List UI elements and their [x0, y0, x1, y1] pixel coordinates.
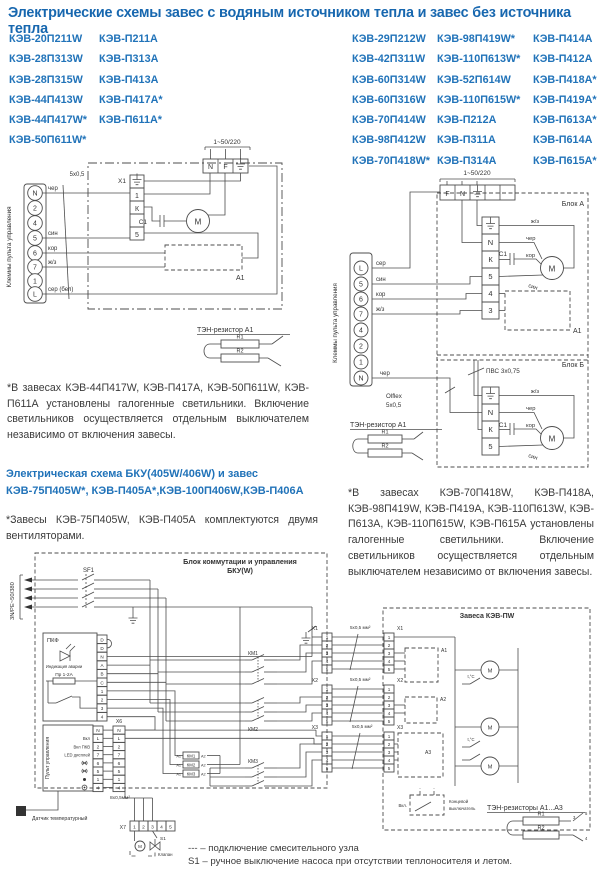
terminal-label: 5 — [359, 281, 363, 289]
model-item: КЭВ-П414А — [533, 33, 593, 45]
connector-label: Х3 — [397, 725, 404, 731]
terminal-label: L — [33, 291, 37, 299]
model-item: КЭВ-П413А — [99, 73, 159, 86]
thermo-label: t,°С — [467, 737, 475, 742]
terminal-label: 4 — [387, 659, 391, 664]
terminal-label: 4 — [488, 289, 493, 298]
curtain-units — [398, 648, 447, 777]
fan-icon — [81, 769, 88, 773]
model-item: КЭВ-98П419W* — [437, 33, 515, 45]
x7-connector — [120, 821, 175, 842]
footnote-mixing-unit: --- – подключение смесительного узла — [188, 843, 359, 854]
pkf-block — [43, 633, 112, 721]
fuse-label: Пр 1-2А — [55, 673, 73, 678]
resistor-label: R2 — [236, 348, 244, 355]
switch-label: SF1 — [83, 568, 95, 574]
x1-connector — [118, 174, 144, 241]
temperature-sensor — [16, 791, 88, 822]
model-item: КЭВ-98П412W — [352, 134, 426, 147]
limit-switch-label: выключатель — [449, 806, 476, 811]
wire-label: чер — [380, 371, 390, 377]
resistor-label: R2 — [381, 443, 389, 450]
terminal-label: 6 — [359, 296, 363, 304]
wires — [372, 179, 574, 447]
connector-label: Х7 — [119, 825, 126, 831]
terminal-label: 5 — [325, 667, 329, 672]
terminal-label: D — [100, 637, 104, 643]
model-item: КЭВ-42П311W — [352, 53, 426, 66]
terminal-label: 3 — [100, 706, 104, 712]
heater-box — [165, 245, 242, 270]
terminal-label: 5 — [488, 272, 493, 281]
strip-caption: Клеммы пульта управления — [6, 206, 13, 288]
terminal-label: 1 — [96, 778, 100, 784]
limit-switch — [399, 788, 477, 815]
model-list-left-col2 — [99, 29, 163, 130]
alarm-led-icon — [60, 644, 75, 661]
unit-label: А1 — [573, 328, 582, 335]
pump-and-valve — [130, 839, 173, 857]
cable-label: 5x0,5 — [386, 402, 402, 409]
coil-pin: А2 — [201, 754, 206, 759]
terminal-label: N — [459, 191, 466, 198]
model-item: КЭВ-60П314W — [352, 73, 426, 86]
model-list-right-col3 — [533, 29, 597, 171]
wire-label: кор — [376, 292, 386, 298]
motor — [541, 427, 564, 450]
terminal-label: 7 — [96, 753, 100, 759]
sensor-label: Датчик температурный — [32, 816, 88, 822]
model-item: КЭВ-П611А* — [99, 114, 162, 127]
bku-output-strips — [312, 626, 332, 772]
thermo-label: t,°С — [467, 674, 475, 679]
terminal-label: 3 — [488, 306, 493, 315]
switch-label: S1 — [160, 837, 166, 842]
capacitor-label: С1 — [498, 251, 507, 258]
model-item: КЭВ-110П615W* — [437, 93, 521, 106]
model-item: КЭВ-70П414W — [352, 114, 426, 127]
wire-label: син — [527, 283, 539, 292]
supply-label: 3N/PE~50/380 — [10, 582, 16, 620]
unit-label: А3 — [425, 750, 432, 756]
terminal-label: 4 — [387, 758, 391, 763]
model-item: КЭВ-П212А — [437, 114, 497, 127]
wire-label: син — [527, 453, 539, 462]
wire-label: ж/з — [530, 389, 540, 395]
model-item: КЭВ-29П212W — [352, 33, 426, 45]
terminal-label: 1 — [325, 635, 329, 640]
motor-label: М — [487, 764, 493, 771]
note-halogen-left: *В завесах КЭВ-44П417W, КЭВ-П417А, КЭВ-50П611W, КЭВ-П611А установлены галогенные светильники. Включение светильников осуществляется отдельным выключателем независимо от включения завесы. — [7, 382, 309, 442]
model-item: КЭВ-П417А* — [99, 93, 163, 106]
motor-label: М — [487, 668, 493, 675]
block-b-connector — [482, 387, 499, 455]
terminal-label: 5 — [135, 231, 139, 239]
control-terminal-strip — [24, 184, 46, 303]
connector-label: Х6 — [115, 719, 123, 725]
terminal-label: 2 — [117, 745, 121, 751]
panel-label: Пульт управления — [45, 736, 51, 780]
terminal-label: L — [359, 265, 363, 273]
coil-label: КМ3 — [186, 771, 196, 777]
note-halogen-right: *В завесах КЭВ-70П418W, КЭВ-П418А, КЭВ-98П419W, КЭВ-П419А, КЭВ-110П613W, КЭВ-П613А, КЭВ-110П615W, КЭВ-П615А установлены галогенные светильники. Включение светильников осуществляется отдельным выключателем независимо от включения завесы. — [348, 487, 594, 578]
terminal-label: 2 — [325, 643, 329, 648]
terminal-label: 7 — [33, 264, 37, 272]
motor-label: М — [194, 217, 202, 227]
wire-label: сер — [376, 261, 386, 267]
ten-title: ТЭН-резисторы А1...А3 — [487, 805, 563, 812]
motor — [541, 257, 564, 280]
terminal-label: 4 — [325, 758, 329, 763]
terminal-label: 7 — [359, 311, 363, 319]
wire-label: ж/з — [376, 307, 385, 313]
terminal-label: 1 — [359, 359, 363, 367]
terminal-label: 1 — [325, 734, 329, 739]
bku-title2: БКУ(W) — [227, 566, 253, 575]
terminal-label: 2 — [325, 695, 329, 700]
terminal-label: К — [488, 255, 493, 264]
coil-pin: А2 — [201, 772, 206, 777]
control-terminal-strip — [350, 253, 372, 386]
model-item: КЭВ-П615А* — [533, 154, 597, 167]
pin-label: 5 — [585, 811, 588, 816]
terminal-label: 2 — [325, 742, 329, 747]
curtain-motors — [467, 661, 499, 775]
terminal-label: N — [487, 408, 494, 417]
wire-label: чер — [48, 186, 58, 192]
alarm-label: Индикация аварии — [45, 664, 83, 669]
connector-label: Х3 — [311, 725, 318, 731]
on-label: Вкл. — [398, 803, 407, 808]
model-item: КЭВ-110П613W* — [437, 53, 521, 66]
power-label: 1~50/220 — [213, 139, 241, 146]
model-item: КЭВ-28П315W — [9, 73, 83, 86]
limit-switch-label: Концевой — [449, 799, 469, 804]
terminal-label: 4 — [359, 327, 363, 335]
terminal-label: К — [488, 425, 493, 434]
terminal-label: N — [100, 654, 104, 660]
resistor-label: R1 — [537, 811, 545, 818]
model-item: КЭВ-П418А* — [533, 73, 597, 86]
terminal-label: 1 — [117, 778, 121, 784]
model-item: КЭВ-П613А* — [533, 114, 597, 127]
power-terminal-block — [203, 158, 248, 173]
diagram-bku — [0, 548, 600, 870]
km-contacts — [245, 651, 277, 786]
contactor-label: КМ2 — [248, 727, 258, 733]
unit-label: А2 — [440, 697, 447, 703]
ground-icon — [486, 218, 495, 229]
coil-pin: А1 — [176, 763, 181, 768]
wire-label: ж/з — [530, 219, 540, 225]
ground-icon — [129, 612, 138, 623]
terminal-label: L — [117, 737, 121, 743]
coil-label: КМ1 — [186, 753, 196, 759]
terminal-label: D — [100, 645, 104, 651]
model-item: КЭВ-44П417W* — [9, 114, 87, 127]
pkf-label: ПКФ — [47, 638, 59, 644]
terminal-label: 5 — [325, 766, 329, 771]
terminal-label: 6 — [33, 250, 37, 258]
cable-label: 5x0,5 — [69, 172, 85, 178]
coil-label: КМ2 — [186, 762, 196, 768]
panel-pin-label: LED дисплей — [64, 752, 90, 758]
panel-pin-label: Вкл ПКВ — [73, 744, 90, 750]
motor-label: М — [487, 725, 493, 732]
terminal-label: 1 — [387, 687, 391, 692]
valve-label: Клапан — [158, 852, 173, 857]
heater-box — [505, 291, 570, 330]
terminal-label: F — [445, 191, 450, 198]
cable-label: Olflex — [386, 393, 402, 400]
terminal-label: 5 — [169, 825, 172, 831]
terminal-label: 1 — [133, 825, 136, 831]
block-a-label: Блок А — [561, 201, 584, 208]
terminal-label: L — [96, 737, 100, 743]
terminal-label: 2 — [142, 825, 145, 831]
block-a-connector — [482, 217, 499, 319]
terminal-label: 4 — [387, 711, 391, 716]
capacitor-label: С1 — [498, 422, 507, 429]
motor-label: М — [548, 264, 556, 274]
model-item: КЭВ-П314А — [437, 154, 497, 167]
model-item: КЭВ-П313А — [99, 53, 159, 66]
connector-label: Х2 — [311, 678, 318, 684]
wire-label: ж/з — [48, 260, 57, 266]
model-item: КЭВ-50П611W* — [9, 134, 87, 147]
ground-icon — [236, 158, 245, 169]
curtain-input-strips — [384, 626, 403, 772]
terminal-label: 5 — [387, 667, 391, 672]
terminal-label: 4 — [96, 786, 100, 792]
coil-pin: А1 — [176, 754, 181, 759]
unit-label: А1 — [441, 648, 448, 654]
terminal-label: 5 — [488, 442, 493, 451]
model-item: КЭВ-28П313W — [9, 53, 83, 66]
block-b-label: Блок Б — [561, 362, 584, 369]
coil-pin: А1 — [176, 772, 181, 777]
ten-resistors — [487, 805, 588, 841]
model-item: КЭВ-П311А — [437, 134, 496, 147]
resistor-label: R2 — [537, 825, 545, 832]
ground-icon — [302, 632, 311, 643]
note-two-fans: *Завесы КЭВ-75П405W, КЭВ-П405А комплектуются двумя вентиляторами. — [6, 514, 318, 542]
ten-resistor — [197, 327, 290, 366]
terminal-label: 2 — [387, 643, 391, 648]
terminal-label: 4 — [160, 825, 163, 831]
terminal-label: 5 — [387, 719, 391, 724]
terminal-label: 5 — [387, 766, 391, 771]
connector-label: Х1 — [311, 626, 318, 632]
wire-label: чер — [526, 236, 536, 242]
wire-label: сер (бел) — [48, 287, 74, 293]
wire-label: кор — [526, 423, 536, 429]
model-item: КЭВ-70П418W* — [352, 154, 430, 167]
gear-icon — [82, 785, 87, 790]
terminal-label: 5 — [325, 719, 329, 724]
model-item: КЭВ-20П211W — [9, 33, 83, 45]
indicator-icon — [83, 778, 86, 781]
cable-label: 5х0,5 мм² — [350, 677, 371, 682]
strip-caption: Клеммы пульта управления — [332, 283, 339, 363]
terminal-label: 3 — [325, 651, 329, 656]
terminal-label: 3 — [325, 750, 329, 755]
block-a-outline — [437, 193, 588, 360]
terminal-label: 6 — [96, 761, 100, 767]
terminal-label: 5 — [96, 770, 100, 775]
section-heading-bku: Электрическая схема БКУ(405W/406W) и завес КЭВ-75П405W*, КЭВ-П405А*,КЭВ-100П406W,КЭВ-П406А — [6, 468, 304, 497]
wire-label: кор — [526, 253, 536, 259]
connector-label: Х1 — [118, 178, 126, 185]
supply-lines — [20, 575, 78, 619]
curtain-title: Завеса КЭВ-ПW — [459, 613, 515, 620]
cable-label: ПВС 3х0,75 — [486, 368, 520, 375]
cable-label: 8х0,5мм² — [110, 796, 130, 801]
power-label: 1~50/220 — [463, 170, 491, 177]
terminal-label: 3 — [387, 703, 391, 708]
capacitor-label: С1 — [138, 219, 147, 226]
terminal-label: 2 — [359, 343, 363, 351]
wire-label: кор — [48, 246, 58, 252]
power-terminal-block — [440, 185, 515, 200]
terminal-label: 2 — [387, 695, 391, 700]
cable-label: 5х0,5 мм² — [352, 724, 373, 729]
control-panel-block — [43, 725, 113, 792]
terminal-label: 2 — [100, 697, 104, 703]
terminal-label: N — [96, 729, 100, 734]
terminal-label: 1 — [387, 734, 391, 739]
terminal-label: B — [100, 671, 104, 677]
unit-label: А1 — [236, 275, 245, 282]
terminal-label: 3 — [151, 825, 154, 831]
model-item: КЭВ-44П413W — [9, 93, 83, 106]
terminal-label: 5 — [117, 770, 121, 775]
wire-label: син — [376, 277, 386, 283]
motor-label: М — [548, 434, 556, 444]
terminal-label: 1 — [33, 278, 37, 286]
terminal-label: 3 — [387, 651, 391, 656]
model-item: КЭВ-П419А* — [533, 93, 597, 106]
motor — [187, 210, 210, 233]
model-list-right-col2 — [437, 29, 520, 171]
terminal-label: F — [223, 164, 228, 171]
terminal-label: 4 — [100, 714, 104, 720]
terminal-label: 2 — [96, 745, 100, 751]
terminal-label: N — [207, 164, 214, 171]
resistor-label: R1 — [236, 334, 244, 341]
terminal-label: 1 — [100, 688, 104, 694]
model-list-right-col1 — [352, 29, 430, 171]
wire-label: чер — [526, 406, 536, 412]
km-coils — [176, 752, 205, 777]
pump-motor-label: М — [138, 844, 142, 849]
terminal-label: 1 — [135, 192, 139, 200]
diagram-two-block-curtain — [330, 165, 600, 485]
footnote-s1: S1 – ручное выключение насоса при отсутствии теплоносителя и летом. — [188, 856, 513, 867]
panel-pin-label: Вкл — [82, 736, 90, 741]
model-item: КЭВ-60П316W — [352, 93, 426, 106]
connector-label: Х1 — [397, 626, 404, 632]
model-item: КЭВ-52П614W — [437, 73, 511, 86]
wire-label: син — [48, 231, 58, 237]
terminal-label: 2 — [33, 205, 37, 213]
terminal-label: N — [487, 238, 494, 247]
ten-title: ТЭН-резистор А1 — [350, 422, 407, 429]
terminal-label: 2 — [387, 742, 391, 747]
terminal-label: 1 — [325, 687, 329, 692]
contactor-label: КМ1 — [248, 651, 258, 657]
ten-resistor — [350, 422, 442, 460]
terminal-label: 7 — [117, 753, 121, 759]
sf1-switch — [82, 568, 100, 610]
pin-label: 3 — [573, 815, 576, 820]
page-title: Электрические схемы завес с водяным источником тепла и завес без источника тепла — [8, 5, 571, 37]
terminal-label: N — [32, 190, 38, 198]
terminal-label: C — [100, 680, 104, 686]
model-item: КЭВ-П211А — [99, 33, 158, 45]
model-item: КЭВ-П412А — [533, 53, 593, 66]
contactor-label: КМ3 — [248, 759, 258, 765]
terminal-label: 4 — [117, 786, 121, 792]
terminal-label: N — [358, 375, 364, 383]
terminal-label: 3 — [325, 703, 329, 708]
resistor-label: R1 — [381, 429, 389, 436]
ground-icon — [473, 186, 482, 197]
pin-label: 4 — [585, 836, 588, 841]
diagram-water-curtain — [0, 133, 300, 380]
terminal-label: N — [117, 729, 121, 734]
terminal-label: 6 — [117, 761, 121, 767]
terminal-label: 5 — [33, 235, 37, 243]
ground-icon — [486, 388, 495, 399]
model-item: КЭВ-П614А — [533, 134, 593, 147]
terminal-label: 4 — [325, 659, 329, 664]
fan-icon — [81, 761, 88, 765]
terminal-label: 4 — [325, 711, 329, 716]
connector-label: Х2 — [397, 678, 404, 684]
terminal-label: A — [100, 663, 104, 669]
bku-title: Блок коммутации и управления — [183, 557, 297, 566]
terminal-label: 3 — [387, 750, 391, 755]
coil-pin: А2 — [201, 763, 206, 768]
cable-label: 5х0,5 мм² — [350, 625, 371, 630]
terminal-label: К — [134, 205, 140, 213]
ten-title: ТЭН-резистор А1 — [197, 327, 254, 334]
terminal-label: 1 — [387, 635, 391, 640]
terminal-label: 4 — [33, 220, 37, 228]
